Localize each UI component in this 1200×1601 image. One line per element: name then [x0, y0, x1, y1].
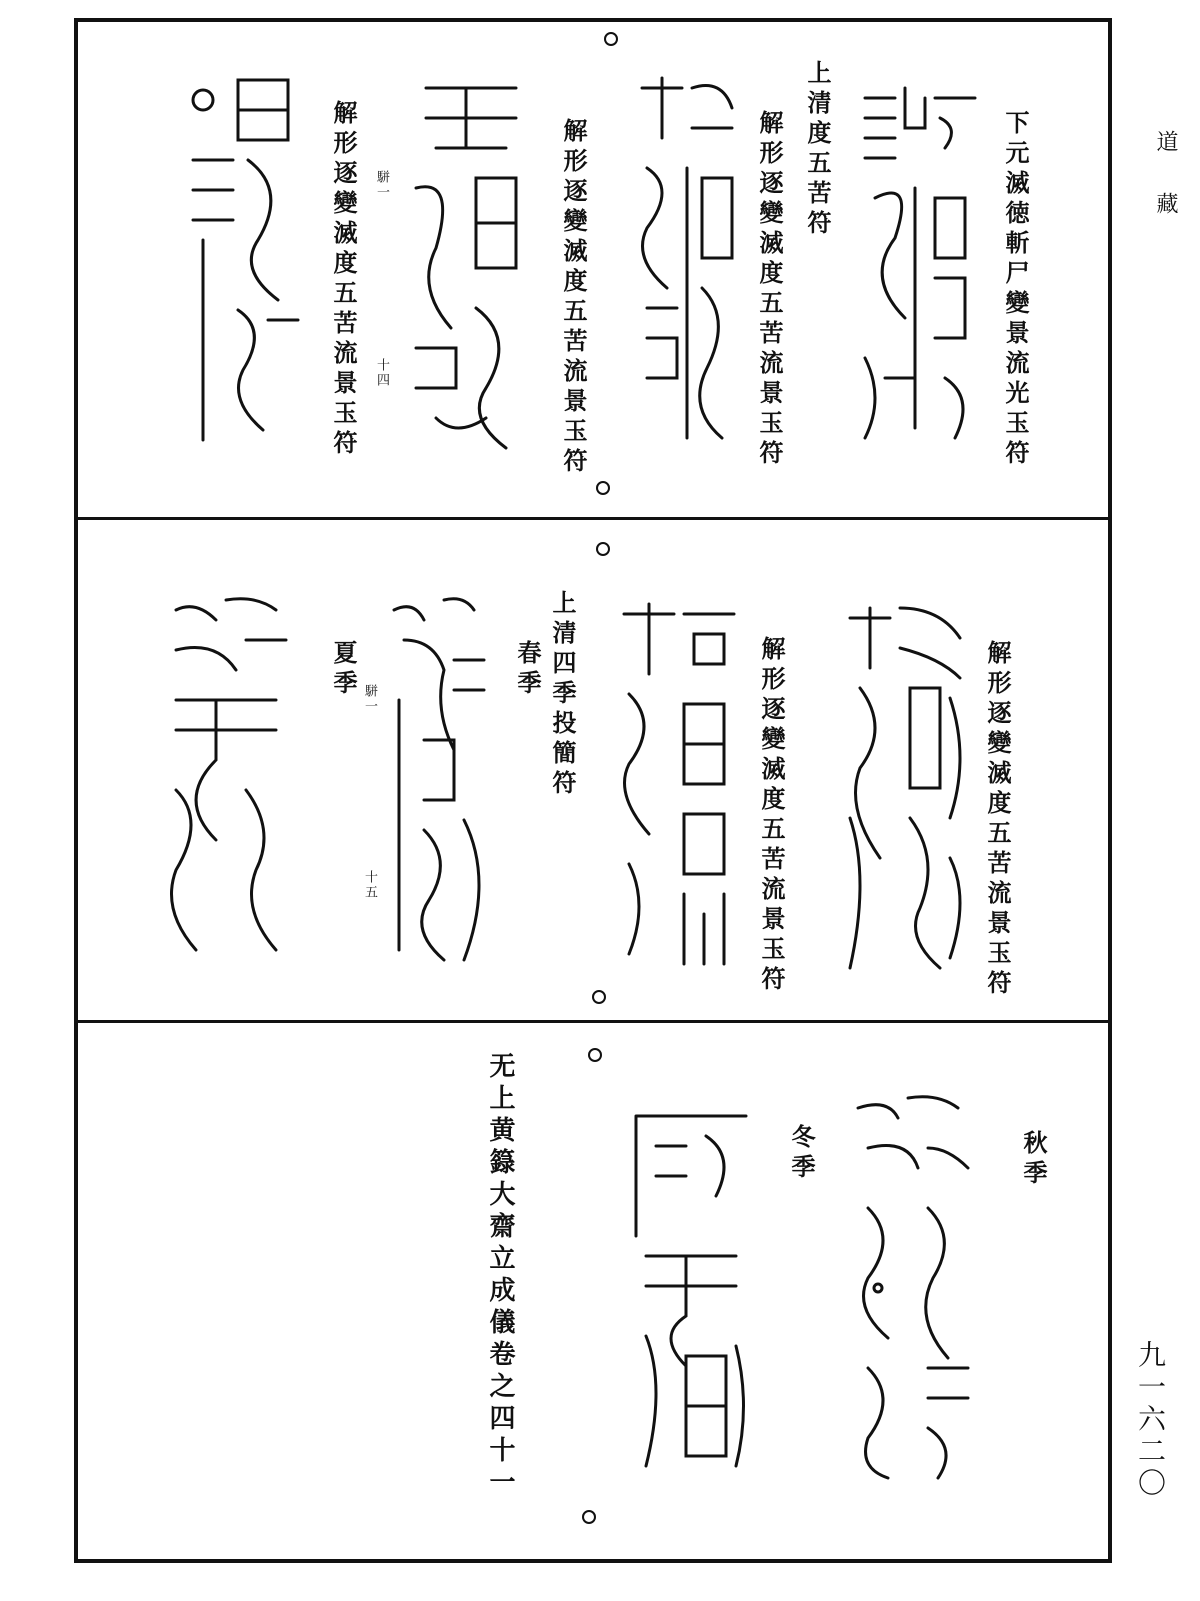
talisman-3-icon	[406, 78, 536, 450]
season-label: 夏季	[329, 640, 358, 700]
binding-ring	[604, 32, 618, 46]
panel-divider-top	[74, 517, 1112, 520]
talisman-1-icon	[855, 78, 985, 448]
binding-ring	[582, 1510, 596, 1524]
chapter-closing-title: 无上黄籙大齋立成儀卷之四十一	[485, 1052, 515, 1500]
talisman-4-icon	[178, 70, 308, 452]
talisman-10-icon	[626, 1096, 756, 1476]
page-number: 九一六二〇	[1134, 1340, 1167, 1500]
talisman-caption: 解形逐變滅度五苦流景玉符	[757, 636, 786, 996]
talisman-caption: 解形逐變滅度五苦流景玉符	[329, 100, 358, 460]
talisman-6-icon	[614, 594, 744, 978]
talisman-5-icon	[840, 598, 980, 978]
margin-note: 駢一	[374, 170, 389, 200]
section-heading: 上清度五苦符	[803, 60, 832, 240]
panel-divider-bottom	[74, 1020, 1112, 1023]
talisman-7-icon	[384, 590, 494, 970]
season-label: 春季	[513, 640, 542, 700]
season-label: 秋季	[1019, 1130, 1048, 1190]
binding-ring	[596, 481, 610, 495]
talisman-caption: 解形逐變滅度五苦流景玉符	[755, 110, 784, 470]
binding-ring	[596, 542, 610, 556]
season-label: 冬季	[787, 1124, 816, 1184]
margin-note: 駢一	[362, 684, 377, 714]
binding-ring	[592, 990, 606, 1004]
binding-ring	[588, 1048, 602, 1062]
section-heading: 上清四季投簡符	[548, 590, 577, 800]
talisman-8-icon	[156, 590, 296, 968]
talisman-caption: 下元滅徳斬尸變景流光玉符	[1001, 110, 1030, 470]
side-label: 道藏	[1153, 130, 1178, 254]
talisman-9-icon	[848, 1088, 978, 1488]
talisman-caption: 解形逐變滅度五苦流景玉符	[983, 640, 1012, 1000]
margin-note: 十五	[362, 870, 377, 900]
talisman-caption: 解形逐變滅度五苦流景玉符	[559, 118, 588, 478]
talisman-2-icon	[632, 68, 742, 448]
margin-note: 十四	[374, 358, 389, 388]
